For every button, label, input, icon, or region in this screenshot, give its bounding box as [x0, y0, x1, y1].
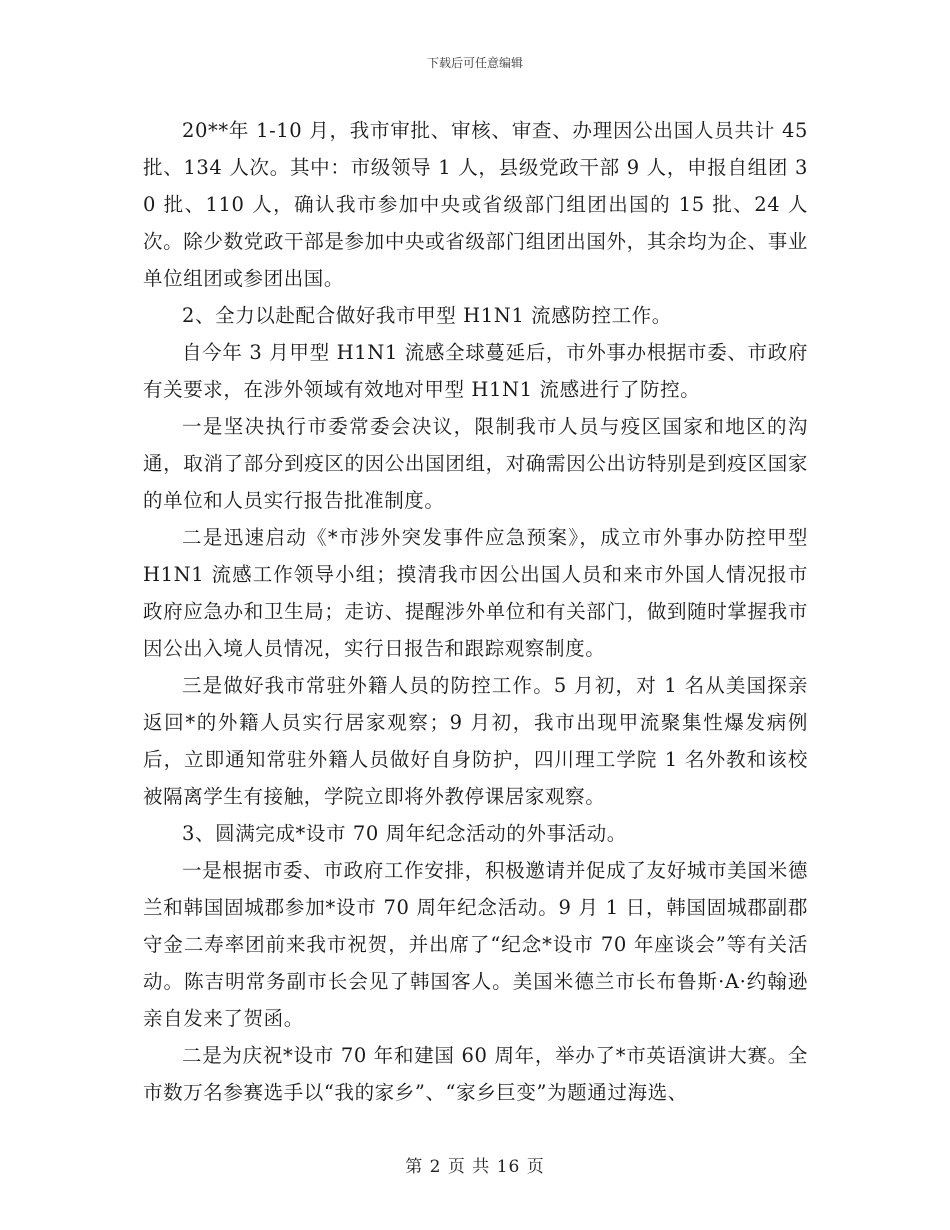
paragraph-1: 20**年 1-10 月，我市审批、审核、审查、办理因公出国人员共计 45 批、134 人次。其中：市级领导 1 人，县级党政干部 9 人，申报自组团 30 批、110 人，确认我市参加中央或省级部门组团出国的 15 批、24 人次。除少数党政干部是参加中央或省级部门组团出国外，其余均为企、事业单位组团或参团出国。	[143, 119, 808, 290]
section-heading-3: 3、圆满完成*设市 70 周年纪念活动的外事活动。	[182, 822, 627, 845]
section-heading-2: 2、全力以赴配合做好我市甲型 H1N1 流感防控工作。	[182, 304, 672, 327]
page-header-note: 下载后可任意编辑	[426, 56, 523, 70]
paragraph-4: 一是坚决执行市委常委会决议，限制我市人员与疫区国家和地区的沟通，取消了部分到疫区的因公出国团组，对确需因公出访特别是到疫区国家的单位和人员实行报告批准制度。	[143, 415, 808, 512]
paragraph-5: 二是迅速启动《*市涉外突发事件应急预案》，成立市外事办防控甲型 H1N1 流感工作领导小组；摸清我市因公出国人员和来市外国人情况报市政府应急办和卫生局；走访、提醒涉外单位和有关部门，做到随时掌握我市因公出入境人员情况，实行日报告和跟踪观察制度。	[143, 526, 808, 660]
paragraph-9: 二是为庆祝*设市 70 年和建国 60 周年，举办了*市英语演讲大赛。全市数万名参赛选手以“我的家乡”、“家乡巨变”为题通过海选、	[143, 1044, 808, 1104]
paragraph-6: 三是做好我市常驻外籍人员的防控工作。5 月初，对 1 名从美国探亲返回*的外籍人员实行居家观察；9 月初，我市出现甲流聚集性爆发病例后，立即通知常驻外籍人员做好自身防护，四川理工学院 1 名外教和该校被隔离学生有接触，学院立即将外教停课居家观察。	[143, 674, 808, 808]
document-body	[143, 112, 808, 1111]
page-number: 第 2 页 共 16 页	[405, 1157, 545, 1177]
paragraph-3: 自今年 3 月甲型 H1N1 流感全球蔓延后，市外事办根据市委、市政府有关要求，在涉外领域有效地对甲型 H1N1 流感进行了防控。	[143, 341, 808, 401]
paragraph-8: 一是根据市委、市政府工作安排，积极邀请并促成了友好城市美国米德兰和韩国固城郡参加*设市 70 周年纪念活动。9 月 1 日，韩国固城郡副郡守金二寿率团前来我市祝贺，并出席了“纪念*设市 70 年座谈会”等有关活动。陈吉明常务副市长会见了韩国客人。美国米德兰市长布鲁斯·A·约翰逊亲自发来了贺函。	[143, 859, 808, 1030]
